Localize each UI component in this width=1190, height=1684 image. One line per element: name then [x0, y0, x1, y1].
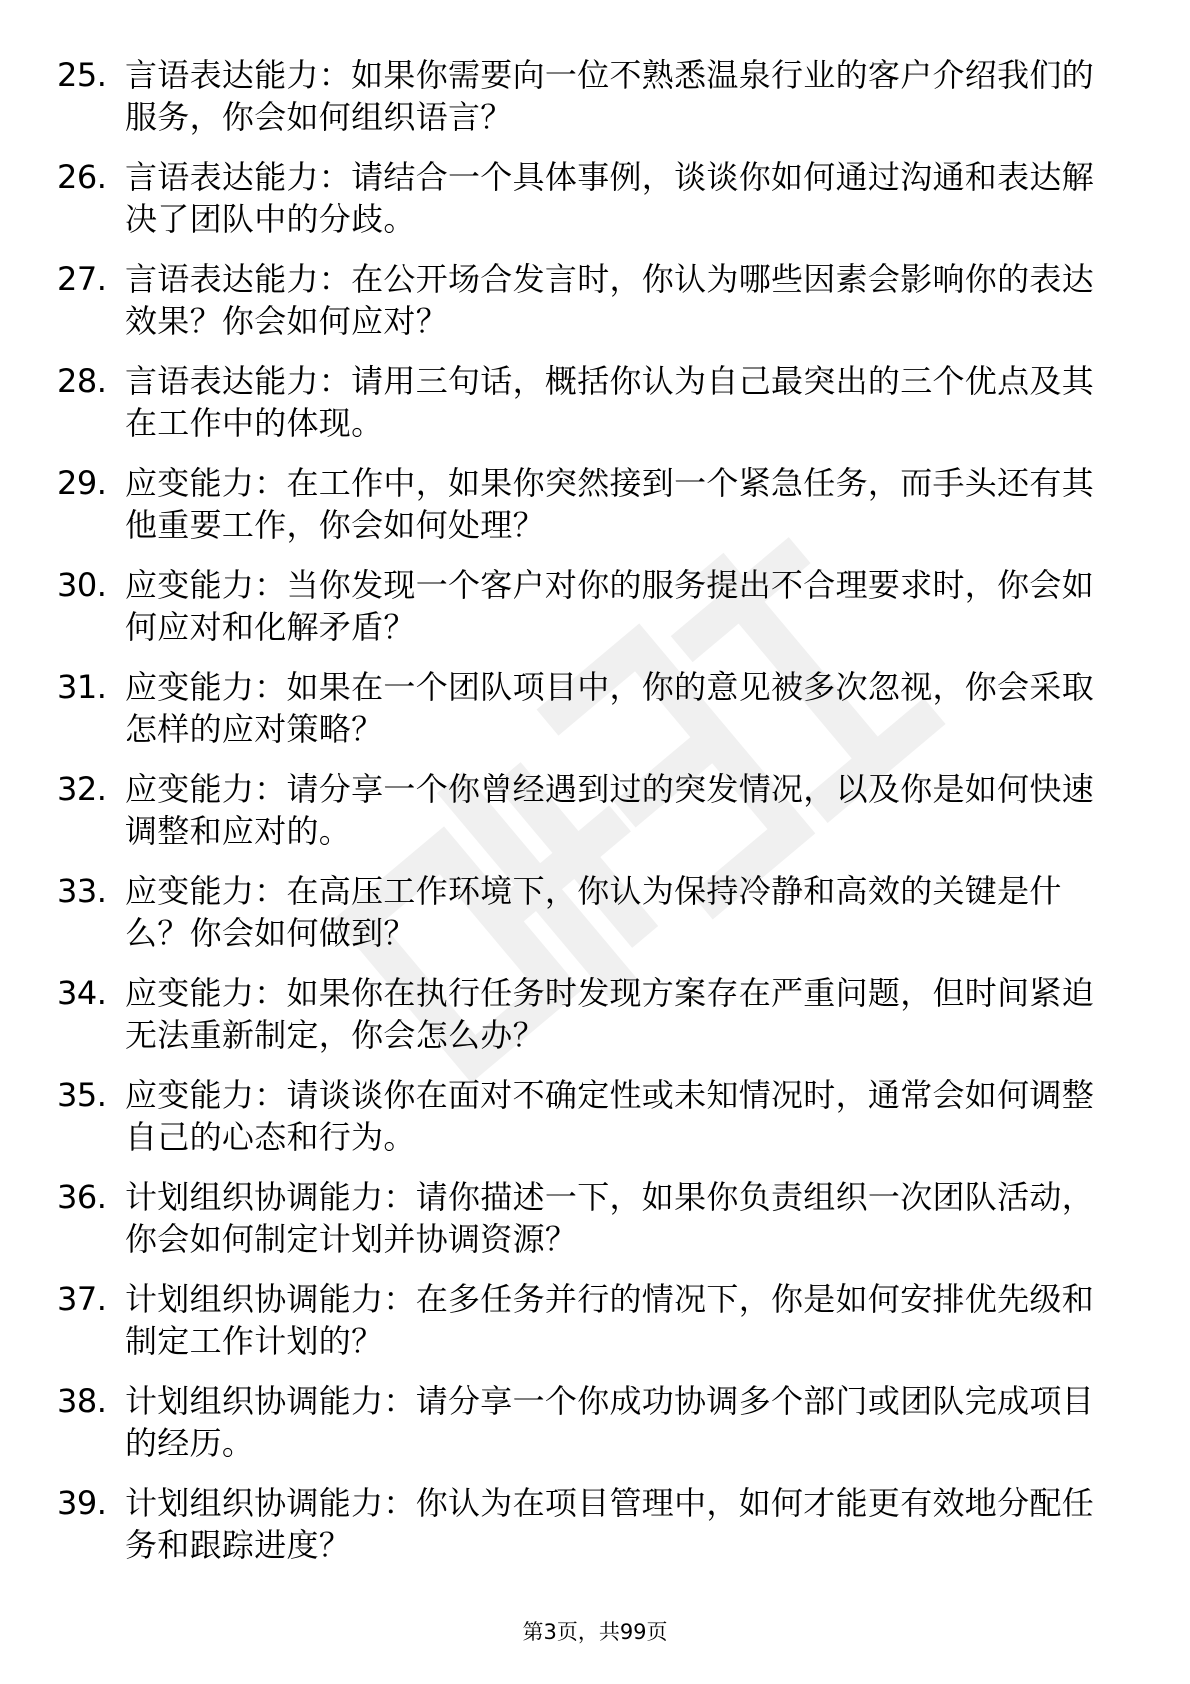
- question-item: [57, 1074, 1117, 1176]
- question-item: [57, 1278, 1117, 1380]
- question-text: 计划组织协调能力：请分享一个你成功协调多个部门或团队完成项目的经历。: [125, 1382, 1095, 1462]
- question-number: 30.: [57, 566, 107, 604]
- question-number: 27.: [57, 260, 107, 298]
- question-item: [57, 666, 1117, 768]
- question-text: 计划组织协调能力：在多任务并行的情况下，你是如何安排优先级和制定工作计划的？: [125, 1280, 1095, 1360]
- question-number: 37.: [57, 1280, 107, 1318]
- page-number-label: 第3页，共99页: [522, 1620, 668, 1644]
- question-item: [57, 1380, 1117, 1482]
- question-text: 应变能力：如果在一个团队项目中，你的意见被多次忽视，你会采取怎样的应对策略？: [125, 668, 1095, 748]
- question-item: [57, 1176, 1117, 1278]
- question-text: 应变能力：请谈谈你在面对不确定性或未知情况时，通常会如何调整自己的心态和行为。: [125, 1076, 1095, 1156]
- question-item: [57, 462, 1117, 564]
- question-number: 35.: [57, 1076, 107, 1114]
- question-number: 32.: [57, 770, 107, 808]
- question-item: [57, 972, 1117, 1074]
- question-number: 26.: [57, 158, 107, 196]
- question-text: 计划组织协调能力：请你描述一下，如果你负责组织一次团队活动，你会如何制定计划并协调资源？: [125, 1178, 1095, 1258]
- question-item: [57, 564, 1117, 666]
- question-number: 39.: [57, 1484, 107, 1522]
- question-text: 计划组织协调能力：你认为在项目管理中，如何才能更有效地分配任务和跟踪进度？: [125, 1484, 1095, 1564]
- question-number: 33.: [57, 872, 107, 910]
- question-item: [57, 1482, 1117, 1584]
- question-item: [57, 54, 1117, 156]
- page-footer: [0, 1618, 1190, 1646]
- question-number: 29.: [57, 464, 107, 502]
- question-item: [57, 360, 1117, 462]
- question-text: 言语表达能力：在公开场合发言时，你认为哪些因素会影响你的表达效果？你会如何应对？: [125, 260, 1095, 340]
- question-number: 34.: [57, 974, 107, 1012]
- question-text: 应变能力：请分享一个你曾经遇到过的突发情况，以及你是如何快速调整和应对的。: [125, 770, 1095, 850]
- question-text: 应变能力：在工作中，如果你突然接到一个紧急任务，而手头还有其他重要工作，你会如何处理？: [125, 464, 1095, 544]
- question-text: 应变能力：在高压工作环境下，你认为保持冷静和高效的关键是什么？你会如何做到？: [125, 872, 1062, 952]
- question-text: 言语表达能力：如果你需要向一位不熟悉温泉行业的客户介绍我们的服务，你会如何组织语言？: [125, 56, 1095, 136]
- question-number: 36.: [57, 1178, 107, 1216]
- question-text: 应变能力：如果你在执行任务时发现方案存在严重问题，但时间紧迫无法重新制定，你会怎么办？: [125, 974, 1095, 1054]
- question-text: 言语表达能力：请用三句话，概括你认为自己最突出的三个优点及其在工作中的体现。: [125, 362, 1095, 442]
- question-number: 28.: [57, 362, 107, 400]
- question-number: 25.: [57, 56, 107, 94]
- question-list: [57, 54, 1117, 1584]
- question-item: [57, 156, 1117, 258]
- question-number: 31.: [57, 668, 107, 706]
- question-text: 应变能力：当你发现一个客户对你的服务提出不合理要求时，你会如何应对和化解矛盾？: [125, 566, 1095, 646]
- question-item: [57, 258, 1117, 360]
- question-item: [57, 870, 1117, 972]
- question-text: 言语表达能力：请结合一个具体事例，谈谈你如何通过沟通和表达解决了团队中的分歧。: [125, 158, 1095, 238]
- question-item: [57, 768, 1117, 870]
- question-number: 38.: [57, 1382, 107, 1420]
